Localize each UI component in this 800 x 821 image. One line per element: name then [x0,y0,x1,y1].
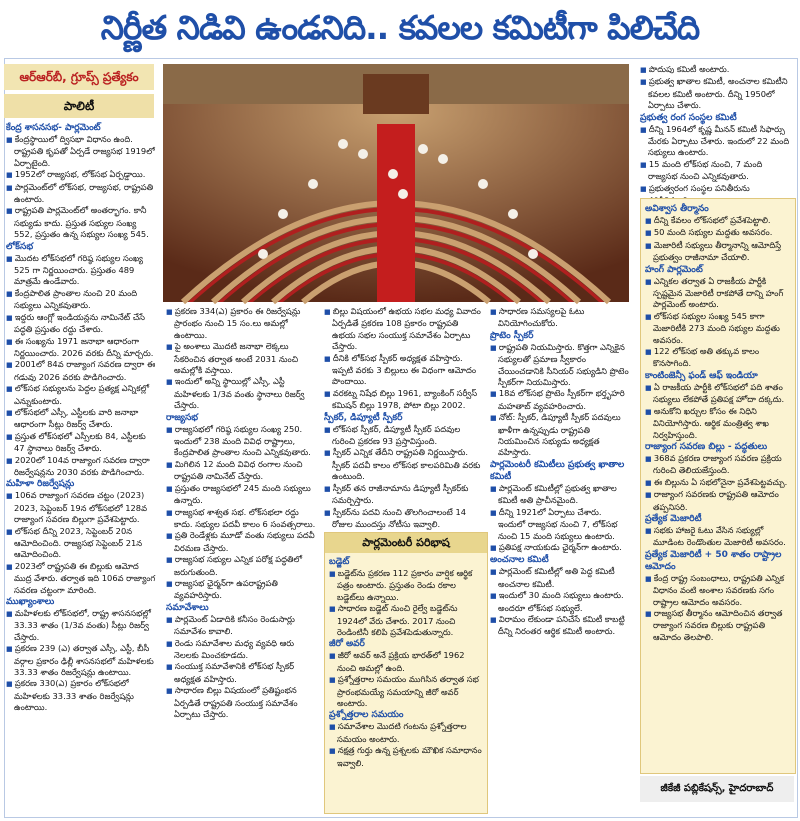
bullet-point: ■ లోక్‌సభ సభ్యులను పెద్దల ప్రత్యక్ష ఎన్నికల్లో ఎన్నుకుంటారు. [6,383,156,407]
subheading: హంగ్ పార్లమెంట్ [645,264,703,275]
glossary-box-title: పార్లమెంటరీ పరిభాష [325,533,487,553]
bullet-point: ■ 1952లో రాజ్యసభ, లోక్‌సభ ఏర్పడ్డాయి. [6,169,156,181]
bullet-point: ■ 2020లో 104వ రాజ్యాంగ సవరణ ద్వారా రిజర్వేషన్లను 2030 వరకు పొడిగించారు. [6,455,156,479]
bullet-point: ■ ఇందులో అన్ని స్థాయిల్లో ఎస్సీ, ఎస్టీ మహిళలకు 1/3వ వంతు స్థానాలు రిజర్వ్ చేస్తారు. [166,376,318,411]
bullet-point: ■ 50 మంది సభ్యుల మద్దతు అవసరం. [645,227,791,239]
subheading: ప్రభుత్వ రంగ సంస్థల కమిటీ [640,112,737,123]
subheading: రాజ్యాంగ సవరణ బిల్లు - పద్ధతులు [645,441,768,452]
subheading: బడ్జెట్ [329,557,350,567]
bullet-point: ■ ప్రతిపక్ష నాయకుడు ఛైర్మన్‌గా ఉంటారు. [490,542,630,554]
bullet-point: ■ ప్రశ్నోత్తరాల సమయం ముగిసిన తర్వాత సభ ప్రారంభమయ్యే సమయాన్ని జీరో అవర్ అంటారు. [329,674,483,709]
subheading: అంచనాల కమిటీ [490,555,549,566]
bullet-point: ■ బిల్లు విషయంలో ఉభయ సభల మధ్య వివాదం ఏర్పడితే ప్రకరణ 108 ప్రకారం రాష్ట్రపతి ఉభయ సభల సంయుక్త సమావేశం ఏర్పాటు చేస్తారు. [324,306,484,353]
bullet-point: ■ లోక్‌సభ దీన్ని 2023, సెప్టెంబర్ 20న ఆమోదించింది. రాజ్యసభ సెప్టెంబర్ 21న ఆమోదించింది. [6,526,156,561]
bullet-point: ■ సాధారణ బడ్జెట్ నుంచి రైల్వే బడ్జెట్‌ను 1924లో వేరు చేశారు. 2017 నుంచి రెండింటినీ కలిపి ప్రవేశపెడుతున్నారు. [329,603,483,638]
bullet-point: ■ సభకు హాజరై ఓటు వేసిన సభ్యుల్లో మూడింట రెండొంతుల మెజారిటీ అవసరం. [645,525,791,549]
bullet-point: ■ స్పీకర్‌ను పదవి నుంచి తొలగించాలంటే 14 రోజుల ముందస్తు నోటీసు ఇవ్వాలి. [324,507,484,531]
subheading: పార్లమెంటరీ కమిటీలు ప్రభుత్వ ఖాతాల కమిటీ [490,459,625,482]
bullet-point: ■ దీన్ని కేవలం లోక్‌సభలో ప్రవేశపెట్టాలి. [645,215,791,227]
bullet-point: ■ ఎన్నికల తర్వాత ఏ రాజకీయ పార్టీకి స్పష్టమైన మెజారిటీ రాకపోతే దాన్ని హంగ్ పార్లమెంట్ అంటారు. [645,276,791,311]
subheading: లోక్‌సభ [6,241,34,252]
subheading: స్పీకర్, డిప్యూటీ స్పీకర్ [324,412,403,423]
subheading: జీరో అవర్ [329,639,365,650]
headline: నిర్ణీత నిడివి ఉండనిది.. కవలల కమిటీగా పిలిచేది [0,0,800,56]
bullet-point: ■ మిగిలిన 12 మంది వివిధ రంగాల నుంచి రాష్ట్రపతి నామినేట్ చేస్తారు. [166,459,318,483]
bullet-point: ■ కేంద్రస్థాయిలో ద్విసభా విధానం ఉంది. రాష్ట్రపతి కృపతో ఏర్పడే రాజ్యసభ 1919లో ఏర్పాటైంది. [6,134,156,169]
column-2-text [166,306,318,812]
subheading: ప్రత్యేక మెజారిటీ + 50 శాతం రాష్ట్రాల ఆమోదం [645,549,782,572]
bullet-point: ■ 15 మంది లోక్‌సభ నుంచి, 7 మంది రాజ్యసభ నుంచి ఎన్నికవుతారు. [640,159,790,183]
subheading: కాంటింజెన్సీ ఫండ్ ఆఫ్ ఇండియా [645,370,758,381]
bullet-point: ■ పార్లమెంట్ కమిటీల్లో ప్రభుత్వ ఖాతాల కమిటీ అతి ప్రాచీనమైంది. [490,483,630,507]
bullet-point: ■ మెజారిటీ సభ్యులు తీర్మానాన్ని ఆమోదిస్తే ప్రభుత్వం రాజీనామా చేయాలి. [645,240,791,264]
bullet-point: ■ 122 లోక్‌సభ అతి తక్కువ కాలం కొనసాగింది. [645,346,791,370]
bullet-point: ■ ప్రకరణ 330(ఎ) ప్రకారం లోక్‌సభలో మహిళలకు 33.33 శాతం రిజర్వేషన్లు ఉంటాయి. [6,678,156,713]
bullet-point: ■ సాధారణ సమస్యలపై ఓటు వినియోగించుకోరు. [490,306,630,330]
publisher-credit: జీకేజీ పబ్లికేషన్స్, హైదరాబాద్ [640,776,794,802]
glossary-box-text [325,553,487,813]
glossary-box [324,532,488,814]
bullet-point: ■ రాజ్యసభ శాశ్వత సభ. లోక్‌సభలా రద్దు కాదు. సభ్యుల పదవీ కాలం 6 సంవత్సరాలు. [166,507,318,531]
subheading: ప్రశ్నోత్తరాల సమయం [329,710,404,721]
bullet-point: ■ రాజ్యసభ తీర్మానం ఆమోదించిన తర్వాత రాజ్యాంగ సవరణ బిల్లుకు రాష్ట్రపతి ఆమోదం తెలపాలి. [645,608,791,643]
bullet-point: ■ దీన్ని 1964లో కృష్ణ మీనన్ కమిటీ సిఫార్సు మేరకు ఏర్పాటు చేశారు. ఇందులో 22 మంది సభ్యులు ఉంటారు. [640,124,790,159]
bullet-point: ■ ఈ బిల్లును ఏ సభలోనైనా ప్రవేశపెట్టవచ్చు. [645,477,791,489]
bullet-point: ■ ప్రకరణ 334(ఎ) ప్రకారం ఈ రిజర్వేషన్లు ప్రారంభం నుంచి 15 సం.లు అమల్లో ఉంటాయి. [166,306,318,341]
bullet-point: ■ పార్లమెంట్ ఏడాదికి కనీసం రెండుసార్లు సమావేశం కావాలి. [166,614,318,638]
subheading: ప్రొటెం స్పీకర్ [490,330,534,341]
bullet-point: ■ జీరో అవర్ అనే ప్రక్రియ భారత్‌లో 1962 నుంచి అమల్లో ఉంది. [329,650,483,674]
bullet-point: ■ 18వ లోక్‌సభ ప్రొటెం స్పీకర్‌గా భర్తృహరి మహతాబ్ వ్యవహరించారు. [490,388,630,412]
parliament-chamber-illustration [163,64,629,302]
bullet-point: ■ రాష్ట్రపతి పార్లమెంట్‌లో అంతర్భాగం. కానీ సభ్యుడు కాదు. ప్రస్తుత సభ్యుల సంఖ్య 552, ప్రస్తుతం ఉన్న సభ్యుల సంఖ్య 545. [6,205,156,240]
bullet-point: ■ రెండు సమావేశాల మధ్య వ్యవధి ఆరు నెలలకు మించకూడదు. [166,638,318,662]
subheading: రాజ్యసభ [166,412,199,423]
sidebar-box-right-text [641,199,795,773]
bullet-point: ■ ప్రస్తుతం రాజ్యసభలో 245 మంది సభ్యులు ఉన్నారు. [166,483,318,507]
bullet-point: ■ లోక్‌సభలో ఎస్సీ, ఎస్టీలకు వారి జనాభా ఆధారంగా సీట్లు రిజర్వ్ చేశారు. [6,407,156,431]
bullet-point: ■ రాజ్యసభ సభ్యుల ఎన్నిక పరోక్ష పద్ధతిలో జరుగుతుంది. [166,554,318,578]
bullet-point: ■ పార్లమెంట్ కమిటీల్లో అతి పెద్ద కమిటీ అంచనాల కమిటీ. [490,566,630,590]
bullet-point: ■ రాజ్యాంగ సవరణకు రాష్ట్రపతి ఆమోదం తప్పనిసరి. [645,489,791,513]
subheading: సమావేశాలు [166,602,209,613]
bullet-point: ■ బడ్జెట్‌ను ప్రకరణ 112 ప్రకారం వార్షిక ఆర్థిక పత్రం అంటారు. ప్రస్తుతం రెండు రకాల బడ్జెట్‌లు ఉన్నాయి. [329,568,483,603]
bullet-point: ■ ప్రభుత్వ ఖాతాల కమిటీ, అంచనాల కమిటీని కవలల కమిటీ అంటారు. దీన్ని 1950లో ఏర్పాటు చేశారు. [640,76,790,111]
bullet-point: ■ సంయుక్త సమావేశానికి లోక్‌సభ స్పీకర్ అధ్యక్షత వహిస్తారు. [166,661,318,685]
bullet-point: ■ మహిళలకు లోక్‌సభలో, రాష్ట్ర శాసనసభల్లో 33.33 శాతం (1/3వ వంతు) సీట్లు రిజర్వ్ చేస్తారు. [6,608,156,643]
bullet-point: ■ ఇందులో 30 మంది సభ్యులు ఉంటారు. అందరూ లోక్‌సభ సభ్యులే. [490,590,630,614]
bullet-point: ■ 2023లో రాష్ట్రపతి ఈ బిల్లుకు ఆమోద ముద్ర వేశారు. తర్వాత ఇది 106వ రాజ్యాంగ సవరణ చట్టంగా మారింది. [6,561,156,596]
column-4-text [490,306,630,812]
bullet-point: ■ విరామం లేకుండా పనిచేసే కమిటీ కాబట్టి దీన్ని నిరంతర ఆర్థిక కమిటీ అంటారు. [490,614,630,638]
sidebar-box-right [640,198,796,774]
bullet-point: ■ సమావేశాల మొదటి గంటను ప్రశ్నోత్తరాల సమయం అంటారు. [329,721,483,745]
bullet-point: ■ స్పీకర్ ఎన్నిక తేదీని రాష్ట్రపతి నిర్ణయిస్తారు. స్పీకర్ పదవీ కాలం లోక్‌సభ కాలపరిమితి వరకు ఉంటుంది. [324,447,484,482]
series-tag: ఆర్‌ఆర్‌బీ, గ్రూప్స్ ప్రత్యేకం [4,64,154,90]
bullet-point: ■ అనుకోని ఖర్చుల కోసం ఈ నిధిని వినియోగిస్తారు. ఆర్థిక మంత్రిత్వ శాఖ నిర్వహిస్తుంది. [645,406,791,441]
bullet-point: ■ మొదట లోక్‌సభలో గరిష్ఠ సభ్యుల సంఖ్య 525 గా నిర్ణయించారు. ప్రస్తుతం 489 మాత్రమే ఉండేవారు. [6,253,156,288]
bullet-point: ■ ప్రకరణ 239 (ఎ) తర్వాత ఎస్సీ, ఎస్టీ, బీసీ వర్గాల ప్రకారం ఢిల్లీ శాసనసభలో మహిళలకు 33.33 శాతం రిజర్వేషన్లు ఉంటాయి. [6,643,156,678]
bullet-point: ■ పార్లమెంట్‌లో లోక్‌సభ, రాజ్యసభ, రాష్ట్రపతి ఉంటారు. [6,182,156,206]
bullet-point: ■ వరకట్న నిషేధ బిల్లు 1961, బ్యాంకింగ్ సర్వీస్ కమిషన్ బిల్లు 1978, పోటా బిల్లు 2002. [324,388,484,412]
parliament-chamber-photo [163,64,629,302]
bullet-point: ■ ఏ రాజకీయ పార్టీకి లోక్‌సభలో పది శాతం సభ్యులు లేకపోతే ప్రతిపక్ష హోదా దక్కదు. [645,382,791,406]
bullet-point: ■ దీన్ని 1921లో ఏర్పాటు చేశారు. ఇందులో రాజ్యసభ నుంచి 7, లోక్‌సభ నుంచి 15 మంది సభ్యులు ఉంటారు. [490,507,630,542]
bullet-point: ■ లోక్‌సభ స్పీకర్, డిప్యూటీ స్పీకర్ పదవుల గురించి ప్రకరణ 93 ప్రస్తావిస్తుంది. [324,424,484,448]
bullet-point: ■ ప్రభుత్వరంగ సంస్థల పనితీరును [640,183,790,207]
column-1-text [6,122,156,812]
bullet-point: ■ ఇద్దరు ఆంగ్లో ఇండియన్లను నామినేట్ చేసే పద్ధతి ప్రస్తుతం రద్దు చేశారు. [6,312,156,336]
column-5-text [640,64,790,194]
subheading: మహిళా రిజర్వేషన్లు [6,479,75,490]
bullet-point: ■ పై అంశాలు మొదటి జనాభా లెక్కలు సేకరించిన తర్వాత అంటే 2031 నుంచి అమల్లోకి వస్తాయి. [166,341,318,376]
bullet-point: ■ రాజ్యసభ ఛైర్మన్‌గా ఉపరాష్ట్రపతి వ్యవహరిస్తారు. [166,578,318,602]
subheading: కేంద్ర శాసనసభ- పార్లమెంట్ [6,123,101,133]
bullet-point: ■ ప్రతి రెండేళ్లకు మూడో వంతు సభ్యులు పదవీ విరమణ చేస్తారు. [166,530,318,554]
bullet-point: ■ రాజ్యసభలో గరిష్ఠ సభ్యుల సంఖ్య 250. ఇందులో 238 మంది వివిధ రాష్ట్రాలు, కేంద్రపాలిత ప్రాంతాల నుంచి ఎన్నికవుతారు. [166,424,318,459]
bullet-point: ■ దీనికి లోక్‌సభ స్పీకర్ అధ్యక్షత వహిస్తారు. ఇప్పటి వరకు 3 బిల్లులు ఈ విధంగా ఆమోదం పొందాయి. [324,353,484,388]
bullet-point: ■ నోట్: స్పీకర్, డిప్యూటీ స్పీకర్ పదవులు ఖాళీగా ఉన్నప్పుడు రాష్ట్రపతి నియమించిన సభ్యుడు అధ్యక్షత వహిస్తారు. [490,412,630,459]
bullet-point: ■ 368వ ప్రకరణ రాజ్యాంగ సవరణ ప్రక్రియ గురించి తెలియజేస్తుంది. [645,453,791,477]
section-label: పాలిటీ [4,94,154,118]
bullet-point: ■ కేంద్రపాలిత ప్రాంతాల నుంచి 20 మంది సభ్యులు ఎన్నికవుతారు. [6,288,156,312]
bullet-point: ■ రాష్ట్రపతి నియమిస్తారు. కొత్తగా ఎన్నికైన సభ్యులతో ప్రమాణ స్వీకారం చేయించడానికి సీనియర్ సభ్యుడిని ప్రొటెం స్పీకర్‌గా నియమిస్తారు. [490,342,630,389]
bullet-point: ■ ప్రస్తుత లోక్‌సభలో ఎస్సీలకు 84, ఎస్టీలకు 47 స్థానాలు రిజర్వ్ చేశారు. [6,431,156,455]
bullet-point: ■ కేంద్ర రాష్ట్ర సంబంధాలు, రాష్ట్రపతి ఎన్నిక విధానం వంటి అంశాల సవరణకు సగం రాష్ట్రాల ఆమోదం అవసరం. [645,573,791,608]
bullet-point: ■ నక్షత్ర గుర్తు ఉన్న ప్రశ్నలకు మౌఖిక సమాధానం ఇవ్వాలి. [329,745,483,769]
bullet-point: ■ సాధారణ బిల్లు విషయంలో ప్రతిష్టంభన ఏర్పడితే రాష్ట్రపతి సంయుక్త సమావేశం ఏర్పాటు చేస్తారు. [166,685,318,720]
subheading: అవిశ్వాస తీర్మానం [645,204,709,214]
subheading: ప్రత్యేక మెజారిటీ [645,513,702,524]
column-3-text [324,306,484,530]
bullet-point: ■ ఈ సంఖ్యను 1971 జనాభా ఆధారంగా నిర్ణయించారు. 2026 వరకు దీన్ని మార్చరు. [6,336,156,360]
bullet-point: ■ లోక్‌సభ సభ్యుల సంఖ్య 545 కాగా మెజారిటీకి 273 మంది సభ్యుల మద్దతు అవసరం. [645,311,791,346]
subheading: ముఖ్యాంశాలు [6,597,55,608]
bullet-point: ■ స్పీకర్ తన రాజీనామాను డిప్యూటీ స్పీకర్‌కు సమర్పిస్తారు. [324,483,484,507]
bullet-point: ■ 2001లో 84వ రాజ్యాంగ సవరణ ద్వారా ఈ గడువు 2026 వరకు పొడిగించారు. [6,359,156,383]
bullet-point: ■ పొదుపు కమిటీ అంటారు. [640,64,790,76]
bullet-point: ■ 106వ రాజ్యాంగ సవరణ చట్టం (2023) 2023, సెప్టెంబర్ 19న లోక్‌సభలో 128వ రాజ్యాంగ సవరణ బిల్లుగా ప్రవేశపెట్టారు. [6,490,156,525]
